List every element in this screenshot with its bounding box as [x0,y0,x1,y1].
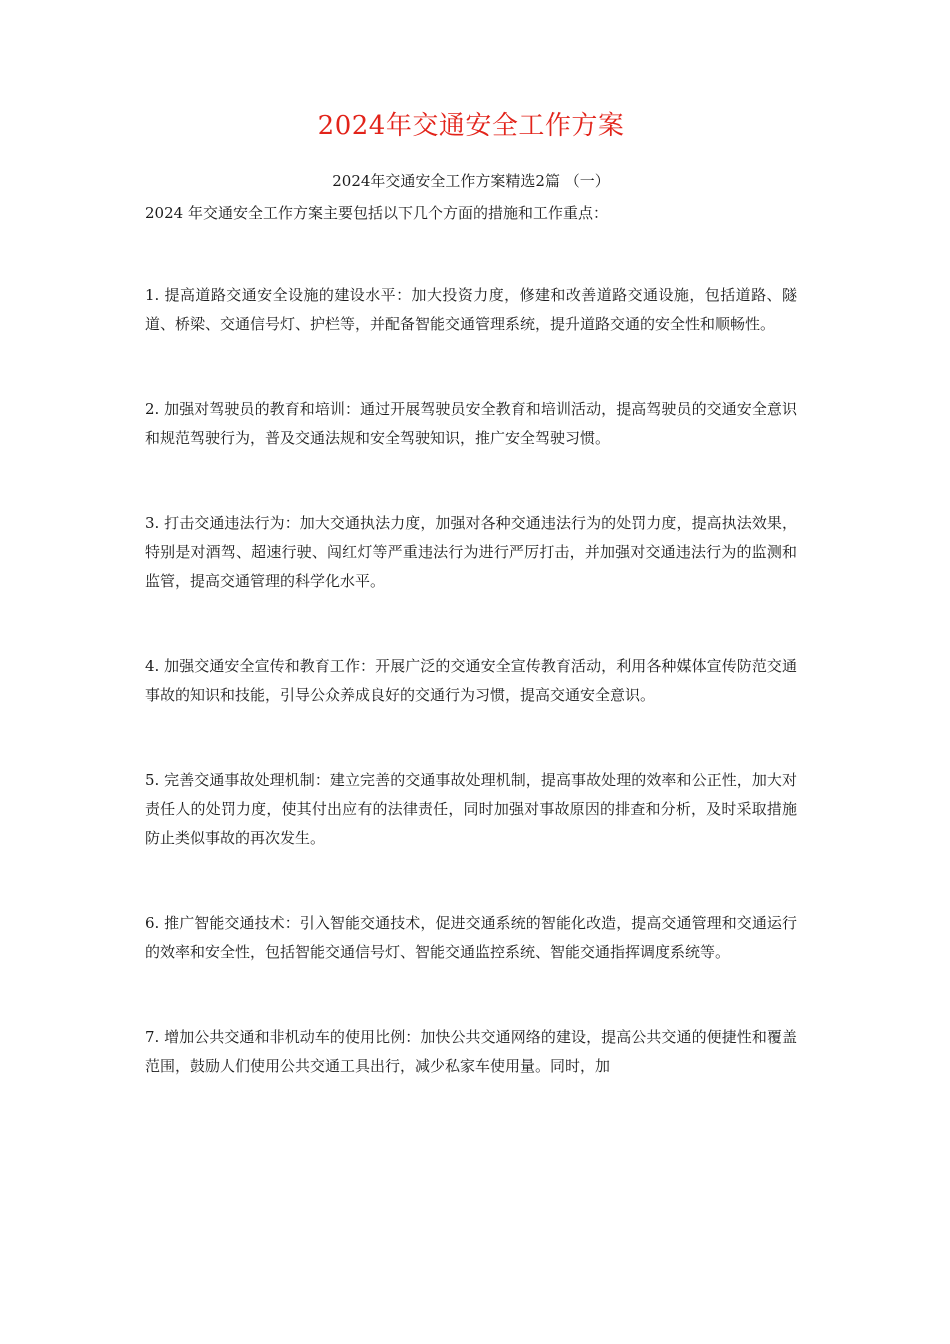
document-subtitle: 2024年交通安全工作方案精选2篇 （一） [332,172,610,190]
measure-item-5: 5. 完善交通事故处理机制：建立完善的交通事故处理机制，提高事故处理的效率和公正性，加大对责任人的处罚力度，使其付出应有的法律责任，同时加强对事故原因的排查和分析，及时采取措施防止类似事故的再次发生。 [145,771,797,847]
measure-item-7: 7. 增加公共交通和非机动车的使用比例：加快公共交通网络的建设，提高公共交通的便捷性和覆盖范围，鼓励人们使用公共交通工具出行，减少私家车使用量。同时，加 [145,1028,797,1075]
measure-item-3: 3. 打击交通违法行为：加大交通执法力度，加强对各种交通违法行为的处罚力度，提高执法效果，特别是对酒驾、超速行驶、闯红灯等严重违法行为进行严厉打击，并加强对交通违法行为的监测和监管，提高交通管理的科学化水平。 [145,514,797,590]
measure-item-4: 4. 加强交通安全宣传和教育工作：开展广泛的交通安全宣传教育活动，利用各种媒体宣传防范交通事故的知识和技能，引导公众养成良好的交通行为习惯，提高交通安全意识。 [145,657,797,704]
document-title: 2024年交通安全工作方案 [317,111,625,141]
document-content [145,104,797,1081]
measure-item-6: 6. 推广智能交通技术：引入智能交通技术，促进交通系统的智能化改造，提高交通管理和交通运行的效率和安全性，包括智能交通信号灯、智能交通监控系统、智能交通指挥调度系统等。 [145,914,797,961]
intro-paragraph: 2024 年交通安全工作方案主要包括以下几个方面的措施和工作重点： [145,204,608,222]
measure-item-2: 2. 加强对驾驶员的教育和培训：通过开展驾驶员安全教育和培训活动，提高驾驶员的交通安全意识和规范驾驶行为，普及交通法规和安全驾驶知识，推广安全驾驶习惯。 [145,400,797,447]
measure-item-1: 1. 提高道路交通安全设施的建设水平：加大投资力度，修建和改善道路交通设施，包括道路、隧道、桥梁、交通信号灯、护栏等，并配备智能交通管理系统，提升道路交通的安全性和顺畅性。 [145,286,797,333]
